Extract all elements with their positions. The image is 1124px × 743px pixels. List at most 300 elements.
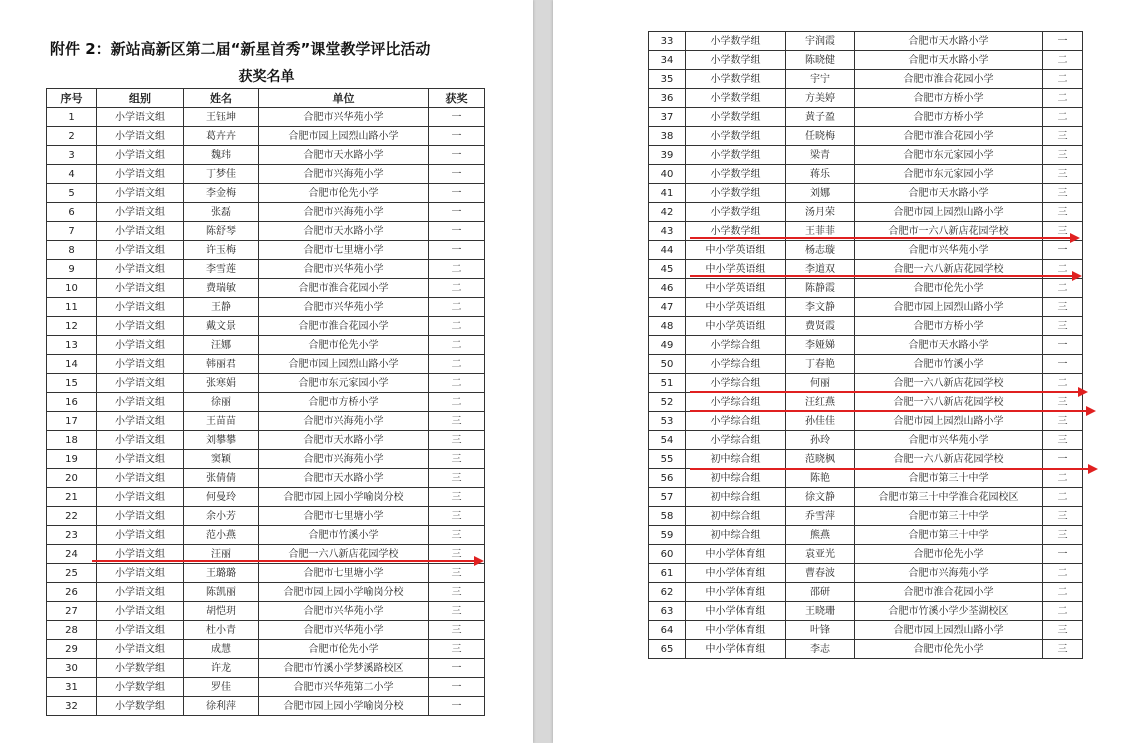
cell-award: 一 <box>429 203 485 222</box>
cell-award: 一 <box>1043 336 1083 355</box>
cell-name: 汪丽 <box>184 545 259 564</box>
cell-name: 费贤霞 <box>786 317 855 336</box>
table-row <box>649 431 1083 450</box>
cell-index: 11 <box>47 298 97 317</box>
table-row <box>47 241 485 260</box>
cell-name: 丁梦佳 <box>184 165 259 184</box>
cell-group: 小学语文组 <box>97 336 184 355</box>
cell-unit: 合肥市兴华苑小学 <box>855 431 1043 450</box>
cell-group: 中小学英语组 <box>686 260 786 279</box>
cell-award: 一 <box>429 127 485 146</box>
cell-index: 55 <box>649 450 686 469</box>
cell-unit: 合肥市淮合花园小学 <box>855 583 1043 602</box>
table-row <box>649 108 1083 127</box>
cell-index: 2 <box>47 127 97 146</box>
cell-group: 小学语文组 <box>97 184 184 203</box>
cell-unit: 合肥市天水路小学 <box>259 431 429 450</box>
cell-unit: 合肥市伦先小学 <box>855 545 1043 564</box>
cell-name: 曹春波 <box>786 564 855 583</box>
cell-award: 三 <box>429 640 485 659</box>
cell-name: 许玉梅 <box>184 241 259 260</box>
header-name: 姓名 <box>184 89 259 108</box>
cell-group: 中小学体育组 <box>686 564 786 583</box>
cell-group: 小学语文组 <box>97 431 184 450</box>
cell-award: 三 <box>1043 127 1083 146</box>
cell-award: 二 <box>1043 488 1083 507</box>
cell-index: 46 <box>649 279 686 298</box>
cell-award: 三 <box>429 564 485 583</box>
table-row <box>47 279 485 298</box>
cell-unit: 合肥市园上园烈山路小学 <box>259 355 429 374</box>
cell-name: 张寒娟 <box>184 374 259 393</box>
cell-group: 小学语文组 <box>97 621 184 640</box>
cell-name: 罗佳 <box>184 678 259 697</box>
cell-unit: 合肥一六八新店花园学校 <box>259 545 429 564</box>
table-row <box>47 203 485 222</box>
table-row <box>649 374 1083 393</box>
table-row <box>649 89 1083 108</box>
table-row <box>649 260 1083 279</box>
cell-name: 熊燕 <box>786 526 855 545</box>
cell-name: 李志 <box>786 640 855 659</box>
cell-group: 小学数学组 <box>686 165 786 184</box>
table-row <box>47 697 485 716</box>
cell-group: 小学数学组 <box>686 184 786 203</box>
cell-unit: 合肥市兴华苑第二小学 <box>259 678 429 697</box>
cell-index: 26 <box>47 583 97 602</box>
cell-unit: 合肥市天水路小学 <box>855 51 1043 70</box>
cell-award: 二 <box>429 298 485 317</box>
cell-index: 18 <box>47 431 97 450</box>
cell-index: 49 <box>649 336 686 355</box>
cell-award: 二 <box>429 260 485 279</box>
cell-name: 孙佳佳 <box>786 412 855 431</box>
cell-name: 李娅娣 <box>786 336 855 355</box>
cell-award: 二 <box>1043 70 1083 89</box>
cell-name: 戴文景 <box>184 317 259 336</box>
cell-group: 初中综合组 <box>686 450 786 469</box>
cell-name: 许龙 <box>184 659 259 678</box>
cell-unit: 合肥市天水路小学 <box>259 222 429 241</box>
cell-name: 张倩倩 <box>184 469 259 488</box>
cell-name: 费瑞敏 <box>184 279 259 298</box>
cell-group: 小学语文组 <box>97 507 184 526</box>
cell-index: 12 <box>47 317 97 336</box>
cell-award: 三 <box>1043 431 1083 450</box>
cell-index: 61 <box>649 564 686 583</box>
cell-unit: 合肥市七里塘小学 <box>259 241 429 260</box>
cell-unit: 合肥市伦先小学 <box>259 184 429 203</box>
cell-award: 三 <box>429 507 485 526</box>
cell-index: 58 <box>649 507 686 526</box>
cell-group: 中小学英语组 <box>686 279 786 298</box>
cell-group: 小学语文组 <box>97 583 184 602</box>
cell-award: 三 <box>429 602 485 621</box>
cell-award: 二 <box>1043 89 1083 108</box>
cell-group: 小学语文组 <box>97 165 184 184</box>
table-row <box>47 469 485 488</box>
cell-award: 三 <box>429 450 485 469</box>
table-row <box>47 602 485 621</box>
table-row <box>649 203 1083 222</box>
cell-award: 三 <box>429 583 485 602</box>
header-group: 组别 <box>97 89 184 108</box>
cell-award: 三 <box>1043 146 1083 165</box>
table-row <box>47 336 485 355</box>
table-row <box>47 431 485 450</box>
table-row <box>47 108 485 127</box>
cell-index: 1 <box>47 108 97 127</box>
cell-name: 窦颖 <box>184 450 259 469</box>
cell-index: 24 <box>47 545 97 564</box>
cell-award: 三 <box>1043 393 1083 412</box>
cell-unit: 合肥市淮合花园小学 <box>855 127 1043 146</box>
cell-index: 37 <box>649 108 686 127</box>
cell-group: 中小学英语组 <box>686 298 786 317</box>
cell-award: 三 <box>1043 203 1083 222</box>
table-row <box>47 621 485 640</box>
cell-name: 陈静霞 <box>786 279 855 298</box>
cell-group: 小学数学组 <box>686 108 786 127</box>
cell-group: 小学语文组 <box>97 640 184 659</box>
cell-unit: 合肥市兴海苑小学 <box>259 450 429 469</box>
cell-name: 王璐璐 <box>184 564 259 583</box>
table-row <box>649 51 1083 70</box>
cell-index: 59 <box>649 526 686 545</box>
table-row <box>47 678 485 697</box>
cell-index: 29 <box>47 640 97 659</box>
table-row <box>649 146 1083 165</box>
cell-award: 一 <box>1043 545 1083 564</box>
table-row <box>47 526 485 545</box>
cell-index: 31 <box>47 678 97 697</box>
cell-group: 小学语文组 <box>97 450 184 469</box>
cell-group: 小学语文组 <box>97 146 184 165</box>
cell-award: 二 <box>1043 469 1083 488</box>
table-row <box>47 222 485 241</box>
cell-unit: 合肥市淮合花园小学 <box>855 70 1043 89</box>
cell-group: 小学数学组 <box>686 89 786 108</box>
cell-name: 宇润霞 <box>786 32 855 51</box>
cell-name: 徐文静 <box>786 488 855 507</box>
cell-group: 小学语文组 <box>97 545 184 564</box>
table-row <box>47 298 485 317</box>
cell-award: 二 <box>429 317 485 336</box>
table-row <box>47 317 485 336</box>
cell-name: 王菲菲 <box>786 222 855 241</box>
table-row <box>649 488 1083 507</box>
cell-unit: 合肥市方桥小学 <box>855 89 1043 108</box>
cell-award: 二 <box>1043 51 1083 70</box>
cell-award: 一 <box>429 222 485 241</box>
table-row <box>649 526 1083 545</box>
cell-name: 葛卉卉 <box>184 127 259 146</box>
cell-index: 43 <box>649 222 686 241</box>
table-row <box>649 165 1083 184</box>
cell-unit: 合肥市竹溪小学 <box>855 355 1043 374</box>
cell-award: 二 <box>1043 564 1083 583</box>
cell-unit: 合肥市天水路小学 <box>259 469 429 488</box>
cell-index: 7 <box>47 222 97 241</box>
cell-award: 一 <box>429 165 485 184</box>
cell-unit: 合肥市第三十中学 <box>855 526 1043 545</box>
cell-award: 二 <box>429 393 485 412</box>
cell-unit: 合肥市兴华苑小学 <box>259 108 429 127</box>
cell-award: 二 <box>1043 583 1083 602</box>
cell-unit: 合肥市伦先小学 <box>855 279 1043 298</box>
cell-index: 54 <box>649 431 686 450</box>
cell-group: 小学语文组 <box>97 412 184 431</box>
cell-unit: 合肥市兴华苑小学 <box>259 621 429 640</box>
cell-unit: 合肥市天水路小学 <box>259 146 429 165</box>
cell-index: 45 <box>649 260 686 279</box>
table-row <box>47 450 485 469</box>
cell-unit: 合肥市第三十中学 <box>855 469 1043 488</box>
cell-award: 一 <box>429 146 485 165</box>
cell-group: 小学语文组 <box>97 203 184 222</box>
cell-name: 王苗苗 <box>184 412 259 431</box>
cell-group: 中小学体育组 <box>686 545 786 564</box>
award-table-left <box>46 88 485 716</box>
cell-group: 小学数学组 <box>686 222 786 241</box>
cell-unit: 合肥市兴海苑小学 <box>259 165 429 184</box>
cell-group: 小学数学组 <box>686 32 786 51</box>
cell-index: 33 <box>649 32 686 51</box>
cell-unit: 合肥市园上园小学喻岗分校 <box>259 583 429 602</box>
cell-index: 41 <box>649 184 686 203</box>
cell-index: 20 <box>47 469 97 488</box>
cell-unit: 合肥市兴海苑小学 <box>259 412 429 431</box>
cell-unit: 合肥市兴海苑小学 <box>855 564 1043 583</box>
table-row <box>649 564 1083 583</box>
cell-index: 23 <box>47 526 97 545</box>
cell-unit: 合肥市第三十中学 <box>855 507 1043 526</box>
cell-award: 二 <box>1043 374 1083 393</box>
cell-group: 小学语文组 <box>97 108 184 127</box>
cell-unit: 合肥市兴华苑小学 <box>259 298 429 317</box>
table-row <box>649 70 1083 89</box>
cell-index: 25 <box>47 564 97 583</box>
cell-group: 初中综合组 <box>686 469 786 488</box>
cell-unit: 合肥市伦先小学 <box>855 640 1043 659</box>
cell-unit: 合肥市园上园小学喻岗分校 <box>259 488 429 507</box>
cell-index: 36 <box>649 89 686 108</box>
cell-name: 方美婷 <box>786 89 855 108</box>
cell-name: 黄子盈 <box>786 108 855 127</box>
cell-award: 二 <box>429 336 485 355</box>
cell-index: 28 <box>47 621 97 640</box>
cell-name: 成慧 <box>184 640 259 659</box>
cell-unit: 合肥市园上园小学喻岗分校 <box>259 697 429 716</box>
table-row <box>649 469 1083 488</box>
cell-name: 余小芳 <box>184 507 259 526</box>
table-row <box>649 412 1083 431</box>
table-row <box>649 279 1083 298</box>
cell-award: 一 <box>429 108 485 127</box>
cell-name: 胡恺玥 <box>184 602 259 621</box>
cell-name: 陈艳 <box>786 469 855 488</box>
table-row <box>47 640 485 659</box>
cell-group: 小学语文组 <box>97 317 184 336</box>
cell-index: 48 <box>649 317 686 336</box>
table-row <box>649 640 1083 659</box>
cell-unit: 合肥市伦先小学 <box>259 336 429 355</box>
cell-name: 孙玲 <box>786 431 855 450</box>
cell-group: 小学数学组 <box>686 51 786 70</box>
cell-group: 小学语文组 <box>97 355 184 374</box>
cell-group: 小学语文组 <box>97 488 184 507</box>
cell-name: 杜小青 <box>184 621 259 640</box>
table-row <box>649 317 1083 336</box>
cell-award: 三 <box>1043 184 1083 203</box>
table-row <box>649 507 1083 526</box>
cell-group: 中小学体育组 <box>686 583 786 602</box>
cell-unit: 合肥市天水路小学 <box>855 336 1043 355</box>
cell-unit: 合肥市兴华苑小学 <box>259 602 429 621</box>
cell-name: 徐利萍 <box>184 697 259 716</box>
cell-award: 一 <box>429 241 485 260</box>
cell-index: 32 <box>47 697 97 716</box>
cell-index: 51 <box>649 374 686 393</box>
cell-name: 袁亚光 <box>786 545 855 564</box>
cell-award: 三 <box>1043 165 1083 184</box>
cell-award: 二 <box>429 279 485 298</box>
cell-award: 三 <box>1043 222 1083 241</box>
cell-group: 小学综合组 <box>686 374 786 393</box>
cell-group: 小学综合组 <box>686 412 786 431</box>
cell-index: 52 <box>649 393 686 412</box>
cell-name: 王静 <box>184 298 259 317</box>
cell-unit: 合肥市淮合花园小学 <box>259 317 429 336</box>
cell-group: 小学综合组 <box>686 336 786 355</box>
cell-index: 16 <box>47 393 97 412</box>
cell-index: 30 <box>47 659 97 678</box>
cell-group: 小学数学组 <box>686 146 786 165</box>
cell-index: 56 <box>649 469 686 488</box>
cell-name: 陈凯丽 <box>184 583 259 602</box>
cell-name: 李文静 <box>786 298 855 317</box>
cell-index: 47 <box>649 298 686 317</box>
cell-group: 小学语文组 <box>97 241 184 260</box>
cell-index: 62 <box>649 583 686 602</box>
cell-index: 8 <box>47 241 97 260</box>
cell-name: 任晓梅 <box>786 127 855 146</box>
cell-name: 何曼玲 <box>184 488 259 507</box>
cell-group: 小学综合组 <box>686 355 786 374</box>
table-row <box>47 507 485 526</box>
cell-group: 小学语文组 <box>97 374 184 393</box>
cell-unit: 合肥市天水路小学 <box>855 32 1043 51</box>
table-row <box>649 545 1083 564</box>
table-row <box>47 355 485 374</box>
cell-name: 陈舒琴 <box>184 222 259 241</box>
cell-group: 小学语文组 <box>97 127 184 146</box>
cell-index: 40 <box>649 165 686 184</box>
cell-award: 三 <box>429 526 485 545</box>
table-row <box>47 412 485 431</box>
cell-unit: 合肥市第三十中学淮合花园校区 <box>855 488 1043 507</box>
cell-name: 张磊 <box>184 203 259 222</box>
cell-index: 39 <box>649 146 686 165</box>
cell-group: 初中综合组 <box>686 526 786 545</box>
cell-group: 小学语文组 <box>97 222 184 241</box>
cell-unit: 合肥市兴海苑小学 <box>259 203 429 222</box>
table-row <box>47 127 485 146</box>
table-row <box>649 336 1083 355</box>
document-subtitle: 获奖名单 <box>238 69 295 85</box>
cell-index: 10 <box>47 279 97 298</box>
cell-group: 小学语文组 <box>97 393 184 412</box>
table-row <box>47 146 485 165</box>
cell-award: 一 <box>1043 355 1083 374</box>
cell-name: 邵研 <box>786 583 855 602</box>
cell-award: 一 <box>1043 450 1083 469</box>
cell-name: 宇宁 <box>786 70 855 89</box>
table-row <box>47 583 485 602</box>
table-row <box>47 545 485 564</box>
cell-unit: 合肥市园上园烈山路小学 <box>855 203 1043 222</box>
cell-group: 小学数学组 <box>686 127 786 146</box>
cell-index: 5 <box>47 184 97 203</box>
cell-group: 小学数学组 <box>686 70 786 89</box>
cell-index: 17 <box>47 412 97 431</box>
cell-unit: 合肥市东元家园小学 <box>259 374 429 393</box>
cell-group: 小学数学组 <box>97 678 184 697</box>
cell-unit: 合肥市兴华苑小学 <box>259 260 429 279</box>
cell-index: 50 <box>649 355 686 374</box>
cell-award: 三 <box>1043 317 1083 336</box>
cell-index: 35 <box>649 70 686 89</box>
cell-unit: 合肥市七里塘小学 <box>259 564 429 583</box>
cell-group: 小学综合组 <box>686 431 786 450</box>
cell-name: 刘攀攀 <box>184 431 259 450</box>
cell-index: 64 <box>649 621 686 640</box>
cell-index: 38 <box>649 127 686 146</box>
cell-unit: 合肥一六八新店花园学校 <box>855 374 1043 393</box>
cell-group: 小学语文组 <box>97 298 184 317</box>
cell-award: 三 <box>1043 621 1083 640</box>
cell-award: 一 <box>429 184 485 203</box>
cell-unit: 合肥市七里塘小学 <box>259 507 429 526</box>
cell-unit: 合肥一六八新店花园学校 <box>855 393 1043 412</box>
cell-index: 60 <box>649 545 686 564</box>
cell-group: 小学语文组 <box>97 602 184 621</box>
cell-unit: 合肥市园上园烈山路小学 <box>855 412 1043 431</box>
cell-unit: 合肥一六八新店花园学校 <box>855 450 1043 469</box>
cell-group: 小学语文组 <box>97 526 184 545</box>
table-row <box>649 127 1083 146</box>
table-row <box>649 241 1083 260</box>
cell-index: 53 <box>649 412 686 431</box>
cell-award: 三 <box>429 621 485 640</box>
cell-name: 魏玮 <box>184 146 259 165</box>
cell-award: 三 <box>1043 640 1083 659</box>
cell-group: 小学语文组 <box>97 260 184 279</box>
header-award: 获奖 <box>429 89 485 108</box>
cell-unit: 合肥市东元家园小学 <box>855 165 1043 184</box>
cell-name: 王晓珊 <box>786 602 855 621</box>
cell-index: 14 <box>47 355 97 374</box>
cell-index: 42 <box>649 203 686 222</box>
cell-unit: 合肥市兴华苑小学 <box>855 241 1043 260</box>
cell-name: 范小燕 <box>184 526 259 545</box>
cell-award: 二 <box>429 355 485 374</box>
cell-name: 范晓枫 <box>786 450 855 469</box>
table-row <box>47 165 485 184</box>
cell-award: 三 <box>1043 298 1083 317</box>
cell-group: 中小学体育组 <box>686 640 786 659</box>
table-row <box>649 32 1083 51</box>
